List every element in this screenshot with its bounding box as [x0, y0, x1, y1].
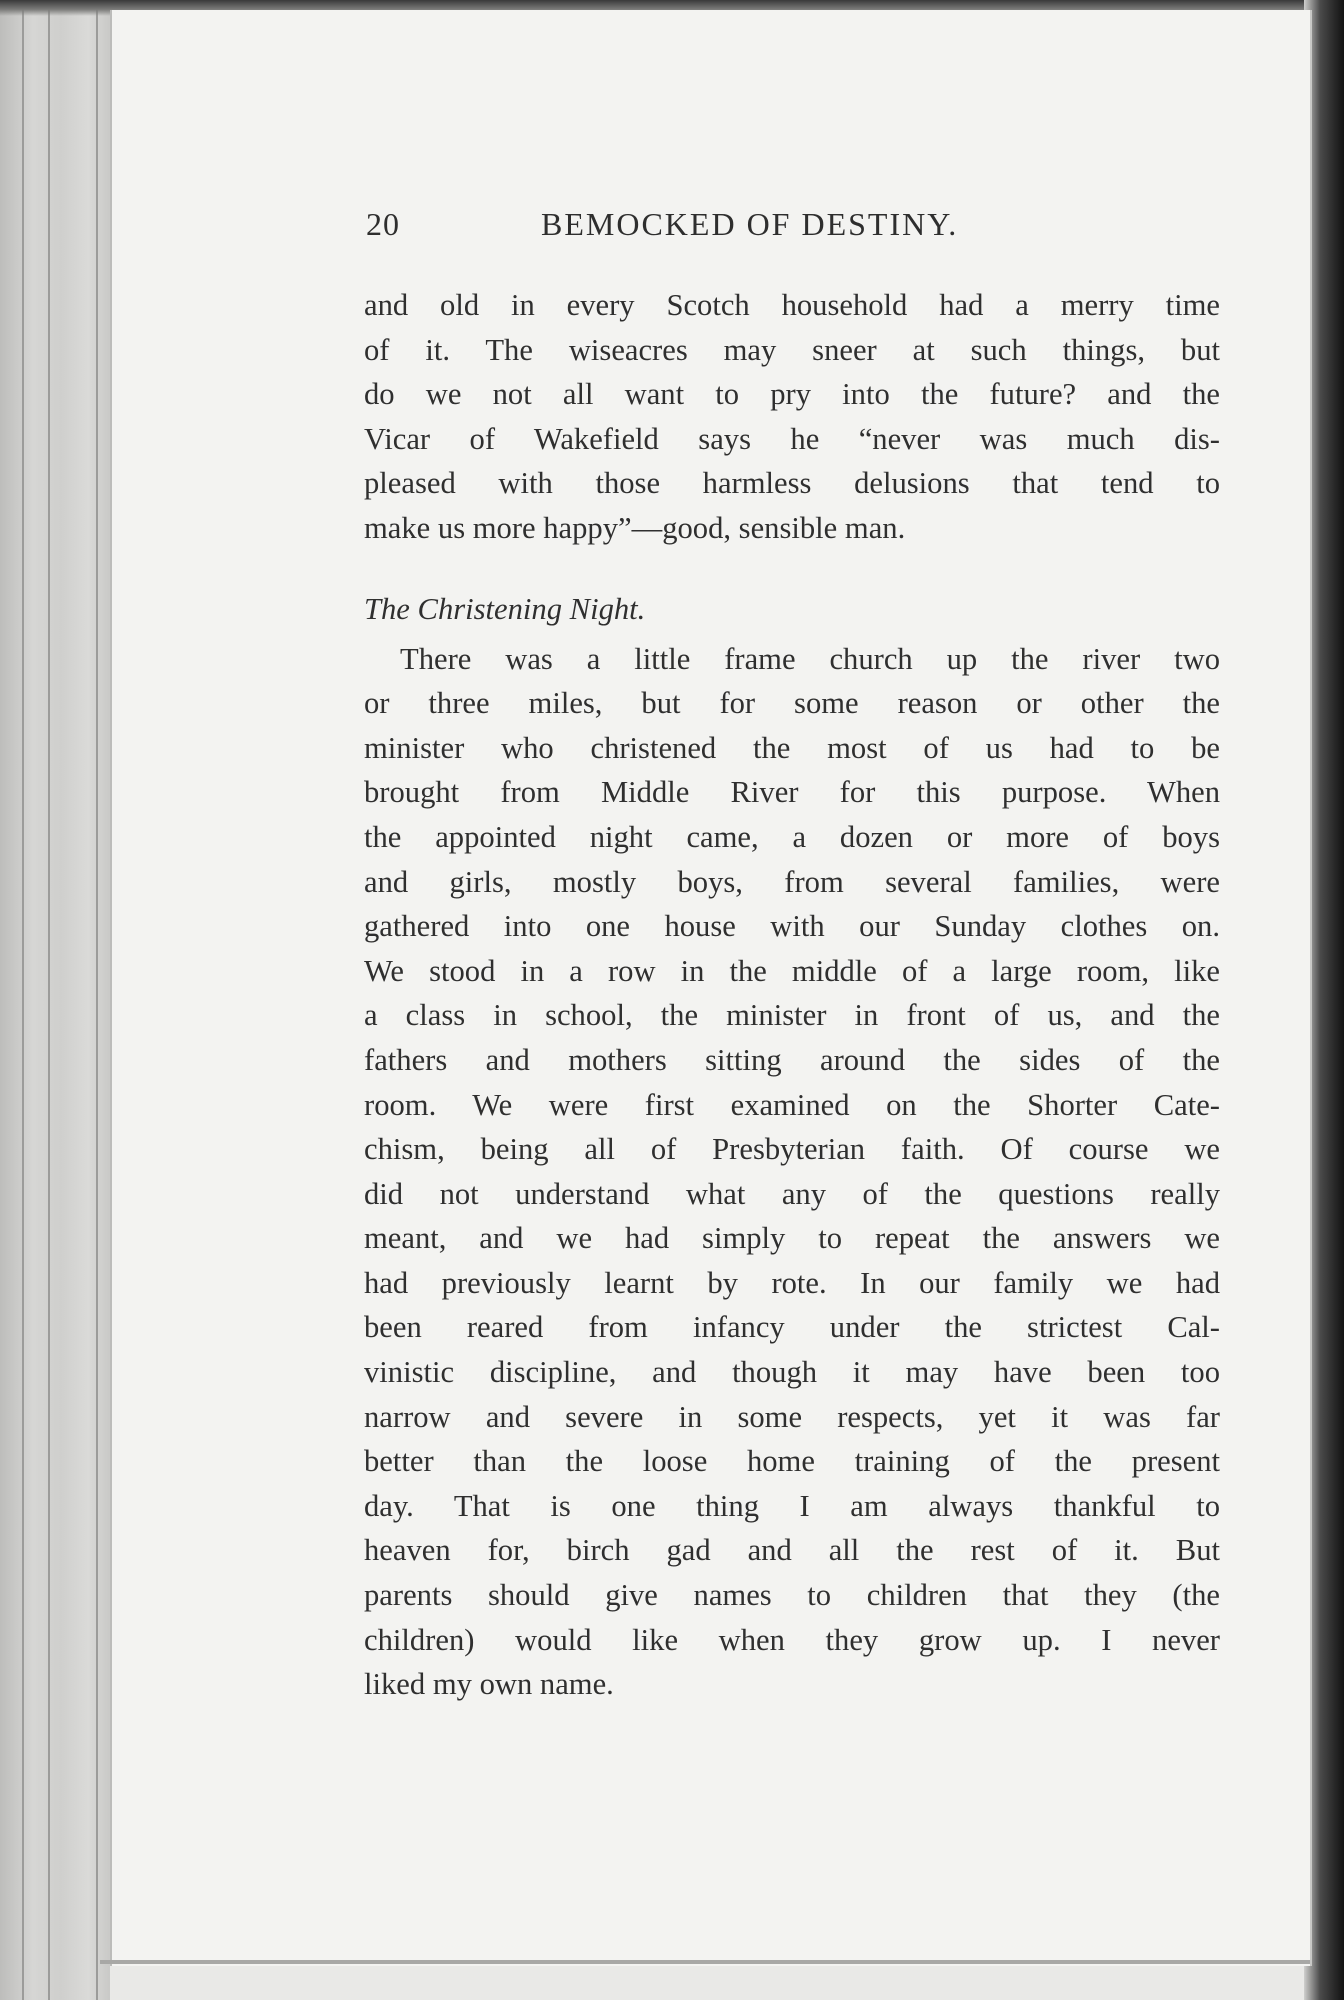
- text-line: of it. The wiseacres may sneer at such things, but: [364, 332, 1220, 367]
- text-line: and girls, mostly boys, from several families, were: [364, 864, 1220, 899]
- text-line: gathered into one house with our Sunday clothes on.: [364, 909, 1220, 944]
- text-line: heaven for, birch gad and all the rest of it. But: [364, 1533, 1220, 1568]
- text-line: pleased with those harmless delusions that tend to: [364, 466, 1220, 501]
- text-line: the appointed night came, a dozen or more of boys: [364, 819, 1220, 854]
- text-line: been reared from infancy under the strictest Cal-: [364, 1310, 1220, 1345]
- text-line: vinistic discipline, and though it may have been too: [364, 1355, 1220, 1390]
- text-line: brought from Middle River for this purpose. When: [364, 775, 1220, 810]
- text-line: meant, and we had simply to repeat the answers we: [364, 1221, 1220, 1256]
- text-line: day. That is one thing I am always thankful to: [364, 1488, 1220, 1523]
- text-line: narrow and severe in some respects, yet it was far: [364, 1399, 1220, 1434]
- page-edge-line: [96, 0, 98, 2000]
- paragraph-2: [364, 637, 1220, 1707]
- paragraph-1: [364, 283, 1220, 551]
- page-edge-line: [22, 0, 24, 2000]
- text-line: room. We were first examined on the Shorter Cate-: [364, 1087, 1220, 1122]
- page-bottom-edge: [100, 1960, 1310, 1964]
- text-line: had previously learnt by rote. In our family we had: [364, 1265, 1220, 1300]
- text-line: We stood in a row in the middle of a large room, like: [364, 953, 1220, 988]
- text-line: and old in every Scotch household had a merry time: [364, 288, 1220, 322]
- text-line: do we not all want to pry into the future? and the: [364, 377, 1220, 412]
- text-line: a class in school, the minister in front of us, and the: [364, 998, 1220, 1033]
- page-edge-line: [48, 0, 50, 2000]
- text-line: There was a little frame church up the river two: [400, 641, 1220, 676]
- book-page-edges: [0, 0, 110, 2000]
- text-line: did not understand what any of the questions really: [364, 1176, 1220, 1211]
- running-head: BEMOCKED OF DESTINY.: [541, 206, 959, 242]
- text-line: chism, being all of Presbyterian faith. Of course we: [364, 1132, 1220, 1167]
- body-text: [364, 283, 1220, 1707]
- text-line: better than the loose home training of the present: [364, 1444, 1220, 1479]
- page-number: 20: [366, 206, 400, 242]
- text-line: fathers and mothers sitting around the sides of the: [364, 1042, 1220, 1077]
- right-shadow: [1304, 0, 1344, 2000]
- text-line: liked my own name.: [364, 1667, 614, 1702]
- text-line: children) would like when they grow up. I never: [364, 1622, 1220, 1657]
- text-line: Vicar of Wakefield says he “never was much dis-: [364, 421, 1220, 456]
- text-line: parents should give names to children that they (the: [364, 1578, 1220, 1613]
- text-line: make us more happy”—good, sensible man.: [364, 510, 906, 545]
- text-line: or three miles, but for some reason or other the: [364, 686, 1220, 721]
- section-subheading: The Christening Night.: [364, 591, 646, 626]
- paragraph-spacer: [364, 551, 1220, 587]
- text-line: minister who christened the most of us had to be: [364, 730, 1220, 765]
- page-header: [366, 206, 1224, 256]
